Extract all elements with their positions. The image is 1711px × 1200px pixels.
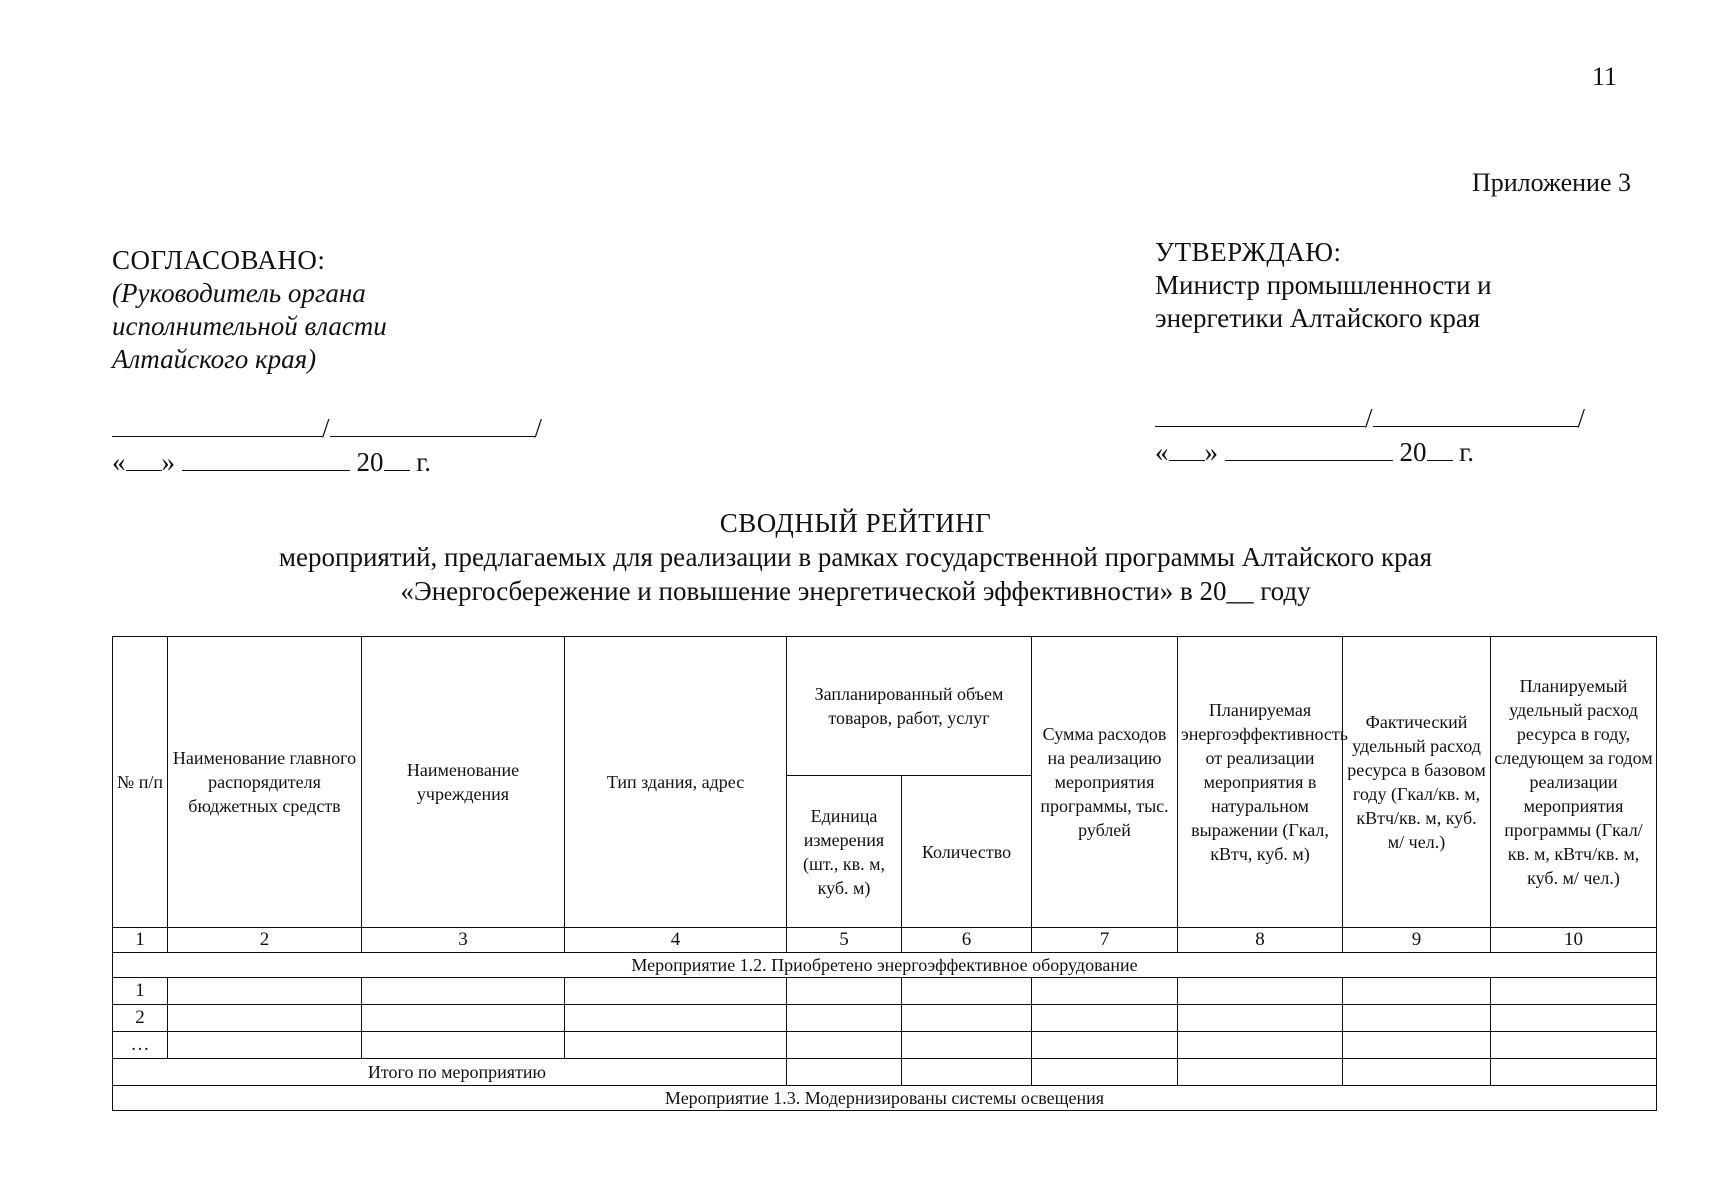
year-suffix: г.	[1459, 437, 1475, 467]
row-number: …	[113, 1032, 168, 1059]
table-row	[113, 1005, 1657, 1032]
table-cell	[1178, 1059, 1343, 1086]
quote-open: «	[1155, 437, 1169, 467]
row-number: 1	[113, 978, 168, 1005]
table-cell	[565, 1005, 787, 1032]
table-cell	[362, 978, 565, 1005]
header-col-10: Планируемый удельный расход ресурса в году, следующем за годом реализации мероприятия программы (Гкал/кв. м, кВтч/кв. м, куб. м/ чел.)	[1491, 637, 1657, 928]
header-col-9: Фактический удельный расход ресурса в базовом году (Гкал/кв. м, кВтч/кв. м, куб. м/ чел.)	[1343, 637, 1491, 928]
table-cell	[1178, 978, 1343, 1005]
title-line-3: «Энергосбережение и повышение энергетической эффективности» в 20__ году	[400, 576, 1311, 606]
quote-close: »	[1204, 437, 1218, 467]
table-cell	[1343, 1059, 1491, 1086]
row-number: 2	[113, 1005, 168, 1032]
table-cell	[902, 1059, 1032, 1086]
table-cell	[787, 1005, 902, 1032]
title-line-2: мероприятий, предлагаемых для реализации в рамках государственной программы Алтайского края	[278, 542, 1433, 572]
agreed-line-1: (Руководитель органа	[112, 278, 366, 308]
table-cell	[1178, 1032, 1343, 1059]
section-row-1	[113, 953, 1657, 978]
signature-slash: /	[534, 413, 543, 443]
table-row	[113, 978, 1657, 1005]
header-col-4: Тип здания, адрес	[565, 637, 787, 928]
header-group-5-6: Запланированный объем товаров, работ, услуг	[787, 637, 1032, 776]
table-cell	[1491, 978, 1657, 1005]
column-number: 4	[565, 928, 787, 953]
agreed-line-2: исполнительной власти	[112, 311, 387, 341]
column-number-row	[113, 928, 1657, 953]
section-row-2	[113, 1086, 1657, 1111]
table-cell	[168, 1005, 362, 1032]
column-number: 5	[787, 928, 902, 953]
agreed-date-line	[112, 446, 431, 478]
table-cell	[565, 1032, 787, 1059]
title-main: СВОДНЫЙ РЕЙТИНГ	[719, 508, 992, 538]
total-label: Итого по мероприятию	[113, 1059, 787, 1086]
table-cell	[1343, 978, 1491, 1005]
page-number: 11	[1592, 62, 1618, 91]
column-number: 2	[168, 928, 362, 953]
table-cell	[362, 1032, 565, 1059]
agreed-line-3: Алтайского края)	[112, 344, 317, 374]
approve-block	[1155, 236, 1492, 335]
year-suffix: г.	[416, 447, 432, 477]
signature-slash: /	[1577, 403, 1586, 433]
header-col-6: Количество	[902, 776, 1032, 928]
header-col-5: Единица измерения (шт., кв. м, куб. м)	[787, 776, 902, 928]
section-title: Мероприятие 1.2. Приобретено энергоэффективное оборудование	[113, 953, 1657, 978]
header-col-3: Наименование учреждения	[362, 637, 565, 928]
table-cell	[1491, 1032, 1657, 1059]
table-cell	[1343, 1005, 1491, 1032]
appendix-label: Приложение 3	[1471, 168, 1631, 197]
table-cell	[168, 1032, 362, 1059]
year-prefix: 20	[356, 447, 384, 477]
quote-close: »	[161, 447, 175, 477]
header-col-1: № п/п	[113, 637, 168, 928]
table-cell	[902, 1005, 1032, 1032]
table-cell	[1032, 1005, 1178, 1032]
quote-open: «	[112, 447, 126, 477]
table-cell	[787, 1032, 902, 1059]
section-title: Мероприятие 1.3. Модернизированы системы освещения	[113, 1086, 1657, 1111]
table-cell	[787, 978, 902, 1005]
header-col-2: Наименование главного распорядителя бюджетных средств	[168, 637, 362, 928]
table-cell	[168, 978, 362, 1005]
table-cell	[1178, 1005, 1343, 1032]
agreed-block	[112, 244, 387, 376]
header-row-1	[113, 637, 1657, 776]
header-col-8: Планируемая энергоэффективность от реализации мероприятия в натуральном выражении (Гкал, кВтч, куб. м)	[1178, 637, 1343, 928]
table-row	[113, 1032, 1657, 1059]
table-cell	[1491, 1059, 1657, 1086]
table-cell	[1032, 1059, 1178, 1086]
table-cell	[565, 978, 787, 1005]
table-cell	[902, 978, 1032, 1005]
approve-line-2: энергетики Алтайского края	[1155, 303, 1481, 333]
table-cell	[1032, 1032, 1178, 1059]
agreed-signature-line	[112, 412, 542, 444]
rating-table	[112, 636, 1657, 1111]
table-cell	[1491, 1005, 1657, 1032]
header-col-7: Сумма расходов на реализацию мероприятия программы, тыс. рублей	[1032, 637, 1178, 928]
column-number: 3	[362, 928, 565, 953]
document-title	[0, 506, 1711, 608]
signature-slash: /	[322, 413, 330, 443]
column-number: 8	[1178, 928, 1343, 953]
table-cell	[1032, 978, 1178, 1005]
column-number: 7	[1032, 928, 1178, 953]
year-prefix: 20	[1399, 437, 1427, 467]
table-cell	[787, 1059, 902, 1086]
table-cell	[362, 1005, 565, 1032]
column-number: 9	[1343, 928, 1491, 953]
total-row	[113, 1059, 1657, 1086]
approve-date-line	[1155, 436, 1474, 468]
approve-signature-line	[1155, 402, 1585, 434]
column-number: 6	[902, 928, 1032, 953]
agreed-heading: СОГЛАСОВАНО:	[112, 245, 326, 275]
table-cell	[902, 1032, 1032, 1059]
approve-heading: УТВЕРЖДАЮ:	[1155, 237, 1342, 267]
approve-line-1: Министр промышленности и	[1155, 270, 1492, 300]
table-cell	[1343, 1032, 1491, 1059]
column-number: 10	[1491, 928, 1657, 953]
signature-slash: /	[1365, 403, 1373, 433]
column-number: 1	[113, 928, 168, 953]
